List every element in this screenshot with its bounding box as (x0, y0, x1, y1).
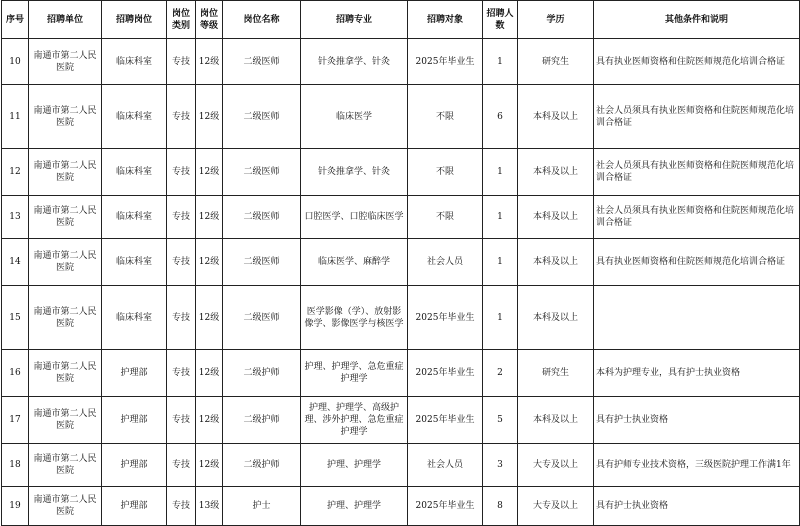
table-row (2, 487, 800, 526)
cell-dept: 护理部 (102, 487, 167, 526)
table-row (2, 350, 800, 397)
cell-edu: 本科及以上 (518, 149, 594, 196)
cell-major: 医学影像（学）、放射影像学、影像医学与核医学 (301, 286, 408, 350)
cell-dept: 护理部 (102, 350, 167, 397)
cell-category: 专技 (167, 85, 196, 149)
cell-count: 6 (483, 85, 518, 149)
col-header-level: 岗位等级 (196, 1, 223, 39)
cell-category: 专技 (167, 39, 196, 85)
cell-target: 2025年毕业生 (408, 487, 483, 526)
cell-unit: 南通市第二人民医院 (29, 286, 102, 350)
cell-title: 二级医师 (223, 239, 301, 286)
cell-level: 12级 (196, 397, 223, 444)
cell-level: 12级 (196, 444, 223, 487)
cell-category: 专技 (167, 196, 196, 239)
cell-unit: 南通市第二人民医院 (29, 39, 102, 85)
cell-target: 社会人员 (408, 239, 483, 286)
cell-edu: 本科及以上 (518, 286, 594, 350)
cell-level: 12级 (196, 286, 223, 350)
cell-count: 2 (483, 350, 518, 397)
cell-level: 12级 (196, 350, 223, 397)
cell-count: 1 (483, 239, 518, 286)
cell-notes: 本科为护理专业，具有护士执业资格 (594, 350, 800, 397)
cell-title: 二级护师 (223, 350, 301, 397)
col-header-title: 岗位名称 (223, 1, 301, 39)
cell-notes: 社会人员须具有执业医师资格和住院医师规范化培训合格证 (594, 149, 800, 196)
col-header-edu: 学历 (518, 1, 594, 39)
cell-count: 1 (483, 286, 518, 350)
cell-title: 二级医师 (223, 286, 301, 350)
cell-unit: 南通市第二人民医院 (29, 444, 102, 487)
cell-major: 针灸推拿学、针灸 (301, 39, 408, 85)
cell-category: 专技 (167, 149, 196, 196)
cell-dept: 临床科室 (102, 85, 167, 149)
table-row (2, 196, 800, 239)
cell-major: 护理、护理学 (301, 487, 408, 526)
cell-target: 不限 (408, 149, 483, 196)
col-header-no: 序号 (2, 1, 29, 39)
cell-title: 二级医师 (223, 196, 301, 239)
cell-notes: 具有执业医师资格和住院医师规范化培训合格证 (594, 239, 800, 286)
cell-dept: 护理部 (102, 397, 167, 444)
table-row (2, 397, 800, 444)
cell-category: 专技 (167, 350, 196, 397)
table-row (2, 286, 800, 350)
cell-unit: 南通市第二人民医院 (29, 487, 102, 526)
cell-no: 14 (2, 239, 29, 286)
cell-level: 12级 (196, 85, 223, 149)
recruitment-table (1, 0, 800, 526)
cell-dept: 护理部 (102, 444, 167, 487)
cell-notes (594, 286, 800, 350)
cell-level: 12级 (196, 239, 223, 286)
cell-level: 12级 (196, 149, 223, 196)
cell-no: 12 (2, 149, 29, 196)
cell-no: 13 (2, 196, 29, 239)
cell-title: 二级护师 (223, 397, 301, 444)
cell-count: 5 (483, 397, 518, 444)
cell-major: 口腔医学、口腔临床医学 (301, 196, 408, 239)
cell-title: 二级医师 (223, 39, 301, 85)
cell-no: 16 (2, 350, 29, 397)
col-header-unit: 招聘单位 (29, 1, 102, 39)
cell-title: 二级护师 (223, 444, 301, 487)
cell-no: 10 (2, 39, 29, 85)
col-header-notes: 其他条件和说明 (594, 1, 800, 39)
col-header-category: 岗位类别 (167, 1, 196, 39)
cell-dept: 临床科室 (102, 286, 167, 350)
cell-dept: 临床科室 (102, 39, 167, 85)
cell-category: 专技 (167, 239, 196, 286)
cell-title: 护士 (223, 487, 301, 526)
table-row (2, 149, 800, 196)
cell-unit: 南通市第二人民医院 (29, 350, 102, 397)
cell-notes: 具有护士执业资格 (594, 397, 800, 444)
col-header-target: 招聘对象 (408, 1, 483, 39)
cell-count: 8 (483, 487, 518, 526)
table-row (2, 85, 800, 149)
cell-title: 二级医师 (223, 85, 301, 149)
cell-level: 13级 (196, 487, 223, 526)
cell-level: 12级 (196, 39, 223, 85)
cell-dept: 临床科室 (102, 239, 167, 286)
cell-major: 临床医学 (301, 85, 408, 149)
cell-notes: 具有执业医师资格和住院医师规范化培训合格证 (594, 39, 800, 85)
cell-category: 专技 (167, 487, 196, 526)
cell-count: 1 (483, 196, 518, 239)
cell-no: 11 (2, 85, 29, 149)
col-header-count: 招聘人数 (483, 1, 518, 39)
cell-no: 18 (2, 444, 29, 487)
cell-target: 2025年毕业生 (408, 39, 483, 85)
cell-major: 护理、护理学、高级护理、涉外护理、急危重症护理学 (301, 397, 408, 444)
cell-edu: 本科及以上 (518, 397, 594, 444)
cell-unit: 南通市第二人民医院 (29, 196, 102, 239)
cell-target: 2025年毕业生 (408, 350, 483, 397)
cell-notes: 具有护士执业资格 (594, 487, 800, 526)
cell-unit: 南通市第二人民医院 (29, 85, 102, 149)
col-header-major: 招聘专业 (301, 1, 408, 39)
table-row (2, 444, 800, 487)
cell-major: 护理、护理学 (301, 444, 408, 487)
table-row (2, 39, 800, 85)
cell-edu: 本科及以上 (518, 85, 594, 149)
cell-edu: 本科及以上 (518, 196, 594, 239)
cell-target: 2025年毕业生 (408, 286, 483, 350)
header-row (2, 1, 800, 39)
cell-category: 专技 (167, 397, 196, 444)
cell-unit: 南通市第二人民医院 (29, 149, 102, 196)
cell-no: 19 (2, 487, 29, 526)
cell-dept: 临床科室 (102, 149, 167, 196)
cell-target: 不限 (408, 85, 483, 149)
cell-target: 2025年毕业生 (408, 397, 483, 444)
cell-target: 社会人员 (408, 444, 483, 487)
cell-dept: 临床科室 (102, 196, 167, 239)
cell-level: 12级 (196, 196, 223, 239)
cell-count: 1 (483, 39, 518, 85)
cell-edu: 大专及以上 (518, 444, 594, 487)
cell-target: 不限 (408, 196, 483, 239)
cell-count: 3 (483, 444, 518, 487)
cell-title: 二级医师 (223, 149, 301, 196)
cell-notes: 社会人员须具有执业医师资格和住院医师规范化培训合格证 (594, 196, 800, 239)
cell-category: 专技 (167, 444, 196, 487)
cell-edu: 大专及以上 (518, 487, 594, 526)
cell-notes: 社会人员须具有执业医师资格和住院医师规范化培训合格证 (594, 85, 800, 149)
cell-unit: 南通市第二人民医院 (29, 239, 102, 286)
cell-major: 临床医学、麻醉学 (301, 239, 408, 286)
cell-notes: 具有护师专业技术资格，三级医院护理工作满1年 (594, 444, 800, 487)
cell-major: 护理、护理学、急危重症护理学 (301, 350, 408, 397)
col-header-dept: 招聘岗位 (102, 1, 167, 39)
cell-edu: 研究生 (518, 350, 594, 397)
cell-count: 1 (483, 149, 518, 196)
cell-edu: 本科及以上 (518, 239, 594, 286)
cell-category: 专技 (167, 286, 196, 350)
table-row (2, 239, 800, 286)
cell-edu: 研究生 (518, 39, 594, 85)
cell-unit: 南通市第二人民医院 (29, 397, 102, 444)
cell-no: 17 (2, 397, 29, 444)
cell-major: 针灸推拿学、针灸 (301, 149, 408, 196)
cell-no: 15 (2, 286, 29, 350)
